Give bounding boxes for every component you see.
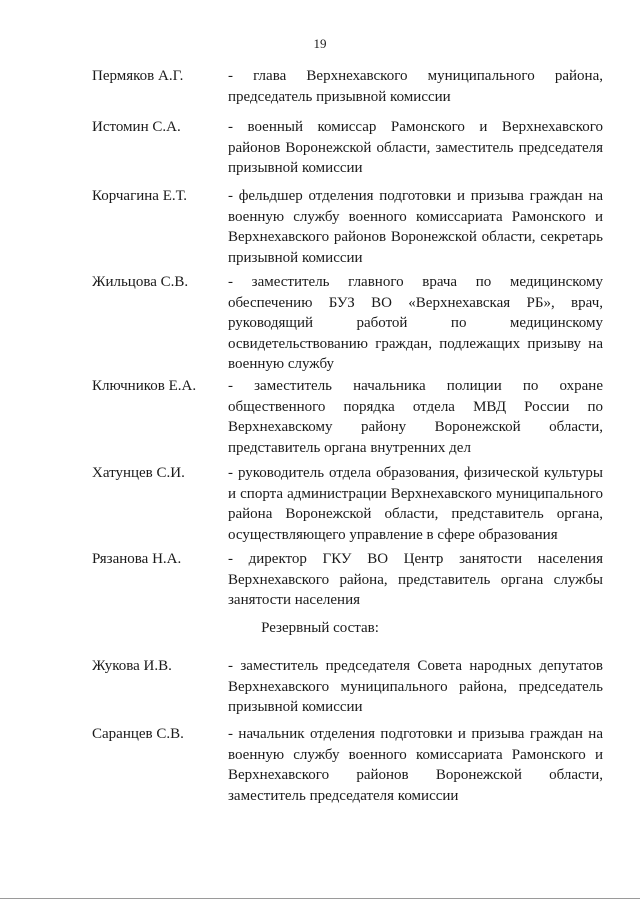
member-role: - начальник отделения подготовки и призыва граждан на военную службу военного комиссариата Рамонского и Верхнехавского районов Воронежской области, заместитель председателя комиссии: [228, 726, 603, 804]
member-role: - заместитель главного врача по медицинскому обеспечению БУЗ ВО «Верхнехавская РБ», врач, руководящий работой по медицинскому освидетельствованию граждан, подлежащих призыву на военную службу: [228, 274, 603, 372]
member-role: - глава Верхнехавского муниципального района, председатель призывной комиссии: [228, 68, 603, 105]
member-role: - заместитель председателя Совета народных депутатов Верхнехавского муниципального района, председатель призывной комиссии: [228, 658, 603, 715]
member-name: Хатунцев С.И.: [92, 465, 185, 481]
member-name: Ключников Е.А.: [92, 378, 197, 394]
member-name: Корчагина Е.Т.: [92, 188, 188, 204]
member-role: - руководитель отдела образования, физической культуры и спорта администрации Верхнехавского муниципального района Воронежской области, представитель органа, осуществляющего управление в сфере образования: [228, 465, 603, 543]
member-name: Истомин С.А.: [92, 119, 181, 135]
member-role: - заместитель начальника полиции по охране общественного порядка отдела МВД России по Верхнехавскому району Воронежской области, представитель органа внутренних дел: [228, 378, 603, 456]
member-role: - директор ГКУ ВО Центр занятости населения Верхнехавского района, представитель органа службы занятости населения: [228, 551, 603, 608]
member-role: - военный комиссар Рамонского и Верхнехавского районов Воронежской области, заместитель председателя призывной комиссии: [228, 119, 603, 176]
page-number: 19: [313, 36, 327, 51]
member-name: Пермяков А.Г.: [92, 68, 184, 84]
member-name: Жукова И.В.: [92, 658, 172, 674]
member-name: Рязанова Н.А.: [92, 551, 182, 567]
member-name: Саранцев С.В.: [92, 726, 184, 742]
reserve-section-title: Резервный состав:: [261, 620, 379, 636]
page-bottom-edge: [0, 898, 640, 899]
member-role: - фельдшер отделения подготовки и призыва граждан на военную службу военного комиссариата Рамонского и Верхнехавского районов Воронежской области, секретарь призывной комиссии: [228, 188, 603, 266]
member-name: Жильцова С.В.: [92, 274, 189, 290]
